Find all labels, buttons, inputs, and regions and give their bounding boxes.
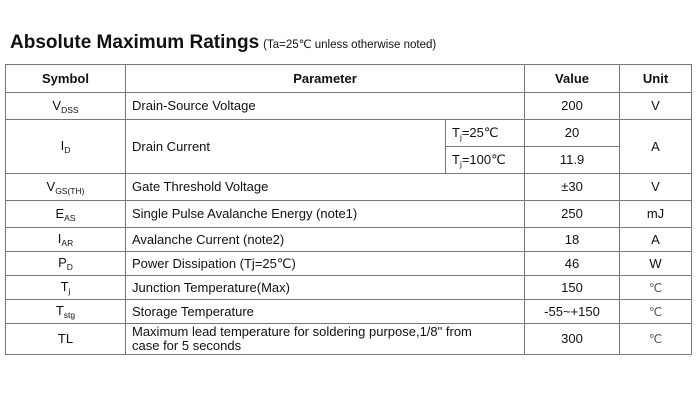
symbol-subscript: stg: [63, 310, 76, 320]
value-cell: 11.9: [525, 147, 620, 174]
symbol-cell: [6, 174, 126, 201]
parameter-cell: Single Pulse Avalanche Energy (note1): [126, 201, 525, 228]
table-row: [6, 201, 692, 228]
unit-cell: A: [620, 120, 692, 174]
page-heading: [10, 32, 436, 54]
condition-main: T: [452, 124, 460, 140]
condition-cell: [446, 147, 525, 174]
value-cell: ±30: [525, 174, 620, 201]
value-cell: 250: [525, 201, 620, 228]
table-row: [6, 174, 692, 201]
parameter-cell: Avalanche Current (note2): [126, 228, 525, 252]
symbol-cell: [6, 228, 126, 252]
ratings-table: [5, 64, 692, 355]
symbol-main: I: [57, 231, 62, 246]
table-row: [6, 276, 692, 300]
unit-cell: ℃: [620, 324, 692, 355]
value-cell: 300: [525, 324, 620, 355]
parameter-cell: [126, 324, 525, 355]
table-row: [6, 120, 692, 147]
header-value: Value: [525, 65, 620, 93]
symbol-cell: [6, 120, 126, 174]
title-note: (Ta=25℃ unless otherwise noted): [263, 39, 437, 51]
unit-cell: ℃: [620, 276, 692, 300]
symbol-main: TL: [57, 331, 74, 346]
parameter-cell: Storage Temperature: [126, 300, 525, 324]
condition-cell: [446, 120, 525, 147]
unit-cell: A: [620, 228, 692, 252]
symbol-subscript: DSS: [61, 104, 79, 115]
page-title: Absolute Maximum Ratings: [10, 32, 260, 53]
symbol-subscript: AS: [64, 212, 76, 223]
condition-main: T: [452, 151, 460, 167]
parameter-cell: Power Dissipation (Tj=25℃): [126, 252, 525, 276]
value-cell: -55~+150: [525, 300, 620, 324]
condition-rest: =100℃: [461, 151, 506, 167]
condition-subscript: j: [459, 131, 462, 142]
value-cell: 150: [525, 276, 620, 300]
header-symbol: Symbol: [6, 65, 126, 93]
table-row: [6, 93, 692, 120]
symbol-cell: [6, 324, 126, 355]
parameter-cell: Drain Current: [126, 120, 446, 174]
symbol-main: T: [55, 303, 64, 318]
symbol-main: V: [46, 178, 56, 194]
table-row: [6, 324, 692, 355]
symbol-main: V: [52, 97, 62, 113]
unit-cell: V: [620, 174, 692, 201]
value-cell: 20: [525, 120, 620, 147]
unit-cell: ℃: [620, 300, 692, 324]
symbol-cell: [6, 201, 126, 228]
table-row: [6, 252, 692, 276]
table-row: [6, 300, 692, 324]
parameter-cell: Gate Threshold Voltage: [126, 174, 525, 201]
unit-cell: mJ: [620, 201, 692, 228]
value-cell: 200: [525, 93, 620, 120]
header-unit: Unit: [620, 65, 692, 93]
symbol-cell: [6, 276, 126, 300]
parameter-line-2: case for 5 seconds: [132, 338, 242, 353]
symbol-cell: [6, 93, 126, 120]
condition-subscript: j: [459, 158, 462, 169]
unit-cell: V: [620, 93, 692, 120]
value-cell: 18: [525, 228, 620, 252]
table-row: [6, 228, 692, 252]
condition-rest: =25℃: [461, 124, 499, 140]
symbol-main: P: [58, 255, 67, 270]
parameter-cell: Drain-Source Voltage: [126, 93, 525, 120]
symbol-cell: [6, 252, 126, 276]
symbol-subscript: GS(TH): [55, 185, 85, 196]
value-cell: 46: [525, 252, 620, 276]
symbol-subscript: D: [64, 145, 71, 155]
header-row: [6, 65, 692, 93]
parameter-cell: Junction Temperature(Max): [126, 276, 525, 300]
header-parameter: Parameter: [126, 65, 525, 93]
symbol-main: I: [60, 138, 65, 153]
parameter-line-1: Maximum lead temperature for soldering purpose,1/8" from: [132, 324, 472, 339]
unit-cell: W: [620, 252, 692, 276]
symbol-subscript: j: [68, 286, 71, 296]
symbol-subscript: AR: [61, 238, 74, 248]
symbol-main: E: [55, 205, 65, 221]
symbol-main: T: [60, 279, 69, 294]
symbol-cell: [6, 300, 126, 324]
symbol-subscript: D: [66, 262, 73, 272]
